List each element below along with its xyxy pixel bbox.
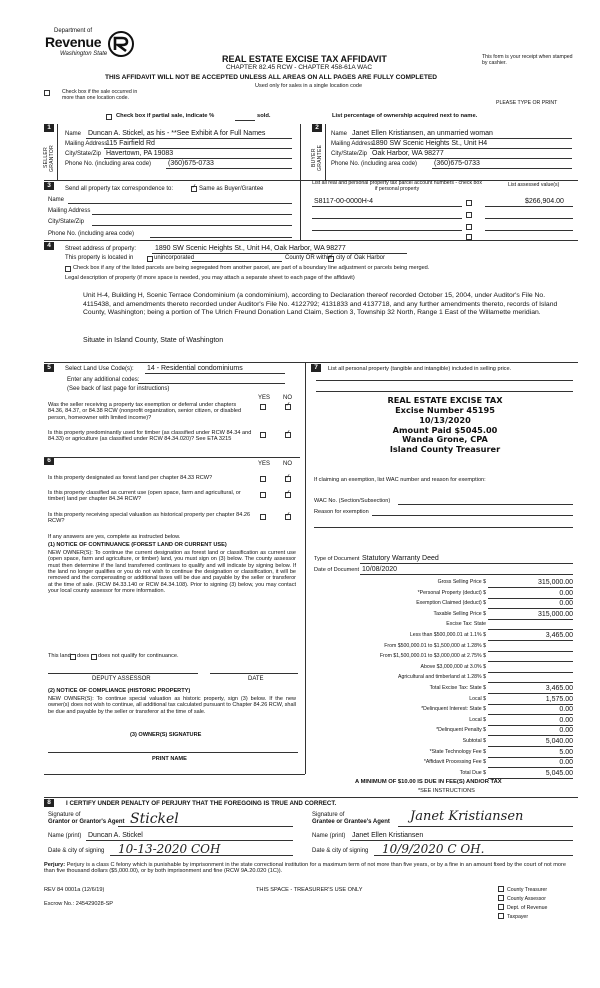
parcel-number[interactable]: S8117-00-0000H-4 xyxy=(314,198,374,205)
tax-row-value[interactable]: 0.00 xyxy=(559,727,573,735)
grantor-name-label: Name (print) xyxy=(48,833,82,839)
does-not-label: does not qualify for continuance. xyxy=(98,653,179,659)
s6-q2-no[interactable] xyxy=(285,492,291,498)
grantee-signature[interactable]: Janet Kristiansen xyxy=(410,809,524,824)
s5-no-header: NO xyxy=(283,395,292,401)
dist-item: Dept. of Revenue xyxy=(498,903,547,912)
s6-q2-yes[interactable] xyxy=(260,492,266,498)
minimum-due-note: A MINIMUM OF $10.00 IS DUE IN FEE(S) AND/OR TAX xyxy=(355,779,502,785)
tax-row-value[interactable]: 5,045.00 xyxy=(545,769,573,777)
notice2-title: (2) NOTICE OF COMPLIANCE (HISTORIC PROPERTY) xyxy=(48,688,191,694)
tax-row-value[interactable]: 5.00 xyxy=(559,748,573,756)
grantor-sig-label: Signature of xyxy=(48,812,81,818)
tax-row-label: *Affidavit Processing Fee $ xyxy=(423,759,486,766)
form-title: REAL ESTATE EXCISE TAX AFFIDAVIT xyxy=(222,54,387,64)
section-7-badge: 7 xyxy=(311,364,321,372)
tax-row-label: *State Technology Fee $ xyxy=(429,748,486,755)
notice1-text: NEW OWNER(S): To continue the current designation as forest land or classification as current use (open space, farm and agriculture, or timber) land, you must sign on (3) below. The county assessor must then determine if the land transferred continues to qualify and will indicate by signing below. If the land no longer qualifies or you do not wish to continue the designation or classification, it will be removed and the compensating or additional taxes will be due and payable by the seller or transferor at the time of sale. (RCW 84.33.140 or RCW 84.34.108). Prior to signing (3) below, you may contact your local county assessor for more information. xyxy=(48,550,296,594)
multi-location-label: Check box if the sale occurred in more than one location code. xyxy=(62,89,138,102)
city-of-checkbox[interactable] xyxy=(328,256,334,262)
tax-row-label: Less than $500,000.01 at 1.1% $ xyxy=(409,632,486,638)
perjury-notice xyxy=(44,862,578,875)
land-use-value[interactable]: 14 - Residential condominiums xyxy=(147,365,243,372)
form-number: REV 84 0001a (12/6/19) xyxy=(44,887,105,893)
dept-label: Department of xyxy=(54,28,93,34)
s6-no-header: NO xyxy=(283,461,292,467)
land-does-label: This land xyxy=(48,653,71,659)
tax-row-label: Total Excise Tax: State $ xyxy=(429,685,486,691)
see-instructions: *SEE INSTRUCTIONS xyxy=(418,788,475,794)
buyer-city-label: City/State/Zip xyxy=(331,151,368,157)
situate-line[interactable]: Situate in Island County, State of Washington xyxy=(83,337,224,344)
wac-field[interactable] xyxy=(398,504,573,505)
grantee-agent-label: Grantee or Grantee's Agent xyxy=(312,819,390,825)
tax-row-value[interactable]: 0.00 xyxy=(559,706,573,714)
section-6-badge: 6 xyxy=(44,457,54,465)
s5-q2: Is this property predominantly used for timber (as classified under RCW 84.34 and 84.33) or agriculture (as classified under RCW 84.34.020)? See ETA 3215 xyxy=(48,430,252,443)
buyer-city[interactable]: Oak Harbor, WA 98277 xyxy=(372,150,444,157)
perjury-text: Perjury is a class C felony which is punishable by imprisonment in the state correctional institution for a maximum term of not more than five years, or by a fine in an amount fixed by the court of not more than five thousand dollars ($5,000.00), or by both imprisonment and fine (RCW 9A.20.020 (1C)). xyxy=(44,862,567,875)
land-use-label: Select Land Use Code(s): xyxy=(65,366,134,372)
section-2-badge: 2 xyxy=(312,124,322,132)
grantor-date-label: Date & city of signing xyxy=(48,848,105,854)
buyer-phone[interactable]: (360)675-0733 xyxy=(434,160,480,167)
assessed-value[interactable]: $266,904.00 xyxy=(525,198,564,205)
form-chapter: CHAPTER 82.45 RCW - CHAPTER 458-61A WAC xyxy=(226,64,373,71)
tax-row-label: Subtotal $ xyxy=(462,738,486,744)
seller-name[interactable]: Duncan A. Stickel, as his - **See Exhibit A for Full Names xyxy=(88,130,266,137)
city-value[interactable]: Oak Harbor xyxy=(354,255,386,261)
seller-phone-label: Phone No. (including area code) xyxy=(65,161,152,167)
tax-row-label: Excise Tax: State xyxy=(446,621,486,628)
tax-row-label: Gross Selling Price $ xyxy=(437,579,486,585)
treasurer-use-only: THIS SPACE - TREASURER'S USE ONLY xyxy=(256,887,363,893)
s3-name-label: Name xyxy=(48,197,65,203)
s6-q1: Is this property designated as forest land per chapter 84.33 RCW? xyxy=(48,475,213,481)
stamp-line-5: Wanda Grone, CPA xyxy=(402,434,488,445)
section-5-badge: 5 xyxy=(44,364,54,372)
segregated-label: Check box if any of the listed parcels are being segregated from another parcel, are part of a boundary line adjustment or parcels being merged. xyxy=(73,265,430,271)
sold-label: sold. xyxy=(257,113,271,119)
logo-state: Washington State xyxy=(60,51,108,57)
buyer-name[interactable]: Janet Ellen Kristiansen, an unmarried woman xyxy=(352,130,493,137)
tax-row-label: *Delinquent Penalty $ xyxy=(436,727,486,734)
tax-row-value[interactable]: 315,000.00 xyxy=(537,610,573,618)
tax-row-value[interactable]: 5,040.00 xyxy=(545,738,573,745)
owner-signature-field[interactable] xyxy=(48,752,298,753)
tax-row-label: *Delinquent Interest: State $ xyxy=(421,706,486,713)
tax-row-value[interactable]: 315,000.00 xyxy=(537,579,573,586)
s3-city-label: City/State/Zip xyxy=(48,219,85,225)
tax-row-label: Total Due $ xyxy=(459,769,486,776)
tax-row-value[interactable]: 0.00 xyxy=(559,600,573,608)
located-in-label: This property is located in xyxy=(65,255,134,261)
tax-row-value[interactable]: 3,465.00 xyxy=(545,685,573,692)
treasurer-stamp xyxy=(360,396,530,455)
notice2-text: NEW OWNER(S): To continue special valuation as historic property, sign (3) below. If the new owner(s) does not wish to continue, all additional tax calculated pursuant to Chapter 84.26 RCW, shall be due and payable by the seller or transferor at the time of sale. xyxy=(48,696,296,715)
wac-label: WAC No. (Section/Subsection) xyxy=(314,498,391,504)
doc-date[interactable]: 10/08/2020 xyxy=(362,566,398,573)
buyer-address-label: Mailing Address xyxy=(331,141,374,147)
seller-address[interactable]: 115 Fairfield Rd xyxy=(106,140,155,147)
reason-field[interactable] xyxy=(372,515,573,516)
land-does-checkbox[interactable] xyxy=(70,654,76,660)
multi-location-checkbox[interactable] xyxy=(44,90,50,96)
ownership-note: List percentage of ownership acquired next to name. xyxy=(332,113,478,119)
doc-type-label: Type of Document xyxy=(314,556,360,562)
s6-q3-no[interactable] xyxy=(285,514,291,520)
parcel-personal-checkbox-3[interactable] xyxy=(466,224,472,230)
tax-row-label: *Personal Property (deduct) $ xyxy=(417,589,486,596)
s3-phone-field[interactable] xyxy=(150,237,292,238)
s5-q1-yes[interactable] xyxy=(260,404,266,410)
parcel-header: List all real and personal property tax parcel account numbers - check box if personal property xyxy=(312,180,482,192)
tax-row-label: From $1,500,000.01 to $3,000,000 at 2.75% $ xyxy=(379,653,486,660)
tax-row-value[interactable]: 0.00 xyxy=(559,716,573,724)
buyer-name-label: Name xyxy=(331,131,348,137)
s3-city-field[interactable] xyxy=(92,225,292,226)
seller-city-label: City/State/Zip xyxy=(65,151,102,157)
s6-q3-yes[interactable] xyxy=(260,514,266,520)
tax-row-label: Local $ xyxy=(469,695,486,702)
see-back-note: (See back of last page for instructions) xyxy=(67,386,170,392)
land-does-not-checkbox[interactable] xyxy=(91,654,97,660)
same-as-buyer-label: Same as Buyer/Grantee xyxy=(199,186,264,192)
send-correspondence-label: Send all property tax correspondence to: xyxy=(65,186,174,192)
stamp-line-4: Amount Paid $5045.00 xyxy=(392,424,498,435)
s6-q1-no[interactable] xyxy=(285,476,291,482)
tax-row-label: Exemption Claimed (deduct) $ xyxy=(416,600,486,607)
logo-word: Revenue xyxy=(45,34,102,50)
tax-row-value[interactable]: 3,465.00 xyxy=(545,632,573,639)
city-of-label: city of xyxy=(336,255,352,261)
doc-date-label: Date of Document xyxy=(314,567,360,573)
s5-q2-yes[interactable] xyxy=(260,432,266,438)
buyer-address[interactable]: 1890 SW Scenic Heights St., Unit H4 xyxy=(372,140,488,147)
dist-item: Taxpayer xyxy=(498,912,547,921)
s6-q3: Is this property receiving special valuation as historical property per chapter 84.26 RCW? xyxy=(48,512,251,525)
seller-phone[interactable]: (360)675-0733 xyxy=(168,160,214,167)
section-3-badge: 3 xyxy=(44,182,54,190)
tax-row-value[interactable]: 0.00 xyxy=(559,589,573,597)
county-or-label: County OR within xyxy=(285,255,332,261)
assessed-header: List assessed value(s) xyxy=(508,182,560,188)
grantee-name-print[interactable]: Janet Ellen Kristiansen xyxy=(352,832,424,839)
does-label: does xyxy=(77,653,90,659)
s5-yes-header: YES xyxy=(258,395,271,401)
s6-q1-yes[interactable] xyxy=(260,476,266,482)
reason-label: Reason for exemption xyxy=(314,509,369,515)
deputy-assessor-label: DEPUTY ASSESSOR xyxy=(92,676,151,682)
personal-property-label: List all personal property (tangible and intangible) included in selling price. xyxy=(328,366,512,372)
unincorporated-label: unincorporated xyxy=(154,255,195,261)
date-label: DATE xyxy=(248,676,264,682)
s6-yes-header: YES xyxy=(258,461,271,467)
s3-address-field[interactable] xyxy=(92,214,292,215)
additional-codes-label: Enter any additional codes: xyxy=(67,377,140,383)
seller-side-label: SELLER GRANTOR xyxy=(43,144,55,172)
grantor-agent-label: Grantor or Grantor's Agent xyxy=(48,819,125,825)
s3-name-field[interactable] xyxy=(68,203,292,204)
buyer-side-label: BUYER GRANTEE xyxy=(311,144,323,172)
seller-name-label: Name xyxy=(65,131,82,137)
unincorporated-checkbox[interactable] xyxy=(147,256,153,262)
tax-row-label: Agricultural and timberland at 1.28% $ xyxy=(398,674,486,681)
legal-label: Legal description of property (if more space is needed, you may attach a separate sheet to each page of the affidavit) xyxy=(65,275,355,281)
stamp-line-6: Island County Treasurer xyxy=(389,444,501,455)
grantor-name-print[interactable]: Duncan A. Stickel xyxy=(88,832,143,839)
seller-city[interactable]: Havertown, PA 19083 xyxy=(106,150,174,157)
distribution-list xyxy=(498,885,547,921)
tax-row-label: Above $3,000,000 at 3.0% $ xyxy=(420,663,486,670)
stamp-line-3: 10/13/2020 xyxy=(419,414,471,425)
escrow-number: Escrow No.: 245429028-SP xyxy=(44,901,114,907)
s5-q2-no[interactable] xyxy=(285,432,291,438)
notice1-title: (1) NOTICE OF CONTINUANCE (FOREST LAND OR CURRENT USE) xyxy=(48,542,227,548)
grantee-sig-label: Signature of xyxy=(312,812,345,818)
grantor-date-city[interactable]: 10-13-2020 COH xyxy=(118,842,221,856)
usage-note: Used only for sales in a single location code xyxy=(255,83,363,89)
segregated-checkbox[interactable] xyxy=(65,266,71,272)
s3-phone-label: Phone No. (including area code) xyxy=(48,231,135,237)
partial-pct-field[interactable] xyxy=(235,120,255,121)
section-1-badge: 1 xyxy=(44,124,54,132)
tax-row-label: Taxable Selling Price $ xyxy=(433,610,486,617)
tax-row-value[interactable]: 0.00 xyxy=(559,759,573,767)
dist-item: County Assessor xyxy=(498,894,547,903)
tax-row-value[interactable]: 1,575.00 xyxy=(545,695,573,703)
tax-row-label: From $500,000.01 to $1,500,000 at 1.28% $ xyxy=(384,642,486,649)
dist-item: County Treasurer xyxy=(498,885,547,894)
parcel-personal-checkbox-2[interactable] xyxy=(466,212,472,218)
form-warning: THIS AFFIDAVIT WILL NOT BE ACCEPTED UNLESS ALL AREAS ON ALL PAGES ARE FULLY COMPLETED xyxy=(105,74,438,81)
seller-address-label: Mailing Address xyxy=(65,141,108,147)
s5-q1: Was the seller receiving a property tax exemption or deferral under chapters 84.36, 84.37, or 84.38 RCW (nonprofit organization, senior citizen, or disabled person, homeowner with limited income)? xyxy=(48,402,242,421)
partial-sale-checkbox[interactable] xyxy=(106,114,112,120)
s3-address-label: Mailing Address xyxy=(48,208,91,214)
s6-any-yes: If any answers are yes, complete as instructed below. xyxy=(48,534,181,540)
owner-signature-label: (3) OWNER(S) SIGNATURE xyxy=(130,732,202,738)
stamp-line-1: REAL ESTATE EXCISE TAX xyxy=(387,395,503,405)
street-label: Street address of property: xyxy=(65,246,137,252)
grantor-signature[interactable]: Stickel xyxy=(130,811,179,827)
same-as-buyer-checkbox[interactable] xyxy=(191,186,197,192)
additional-codes-field[interactable] xyxy=(138,383,285,384)
stamp-line-2: Excise Number 45195 xyxy=(395,404,495,415)
tax-row-label: Local $ xyxy=(469,716,486,723)
perjury-label: Perjury: xyxy=(44,862,66,868)
s5-q1-no[interactable] xyxy=(285,404,291,410)
parcel-personal-checkbox-1[interactable] xyxy=(466,200,472,206)
grantee-name-label: Name (print) xyxy=(312,833,346,839)
wac-intro: If claiming an exemption, list WAC number and reason for exemption: xyxy=(314,477,486,483)
legal-description[interactable]: Unit H-4, Building H, Scenic Terrace Condominium (a condominium), according to Declaration thereof recorded October 15, 2004, under Auditor's File No. 4115438, and amendments thereto recorded under Auditor's File No. 4122792; 4131833 and 4137718, and any further amendments thereto, records of Island County, Washington; being a portion of The Ulrich Freund Donation Land Claim, Section 3, Township 32 North, Range 1 East of the Willamette meridian. xyxy=(83,292,558,317)
s6-q2: Is this property classified as current use (open space, farm and agricultural, or timber) land per chapter 84.34 RCW? xyxy=(48,490,241,503)
print-name-label: PRINT NAME xyxy=(152,756,187,762)
section-4-badge: 4 xyxy=(44,242,54,250)
partial-sale-label: Check box if partial sale, indicate % xyxy=(116,113,215,119)
type-or-print: PLEASE TYPE OR PRINT xyxy=(496,100,558,106)
doc-type[interactable]: Statutory Warranty Deed xyxy=(362,555,439,562)
street-address[interactable]: 1890 SW Scenic Heights St., Unit H4, Oak Harbor, WA 98277 xyxy=(155,245,346,252)
buyer-phone-label: Phone No. (including area code) xyxy=(331,161,418,167)
grantee-date-label: Date & city of signing xyxy=(312,848,369,854)
certify-statement: I CERTIFY UNDER PENALTY OF PERJURY THAT THE FOREGOING IS TRUE AND CORRECT. xyxy=(66,800,337,807)
section-8-badge: 8 xyxy=(44,799,54,807)
dor-logo-icon xyxy=(107,30,135,58)
receipt-note: This form is your receipt when stamped by cashier. xyxy=(482,54,573,66)
grantee-date-city[interactable]: 10/9/2020 C OH. xyxy=(382,842,485,856)
